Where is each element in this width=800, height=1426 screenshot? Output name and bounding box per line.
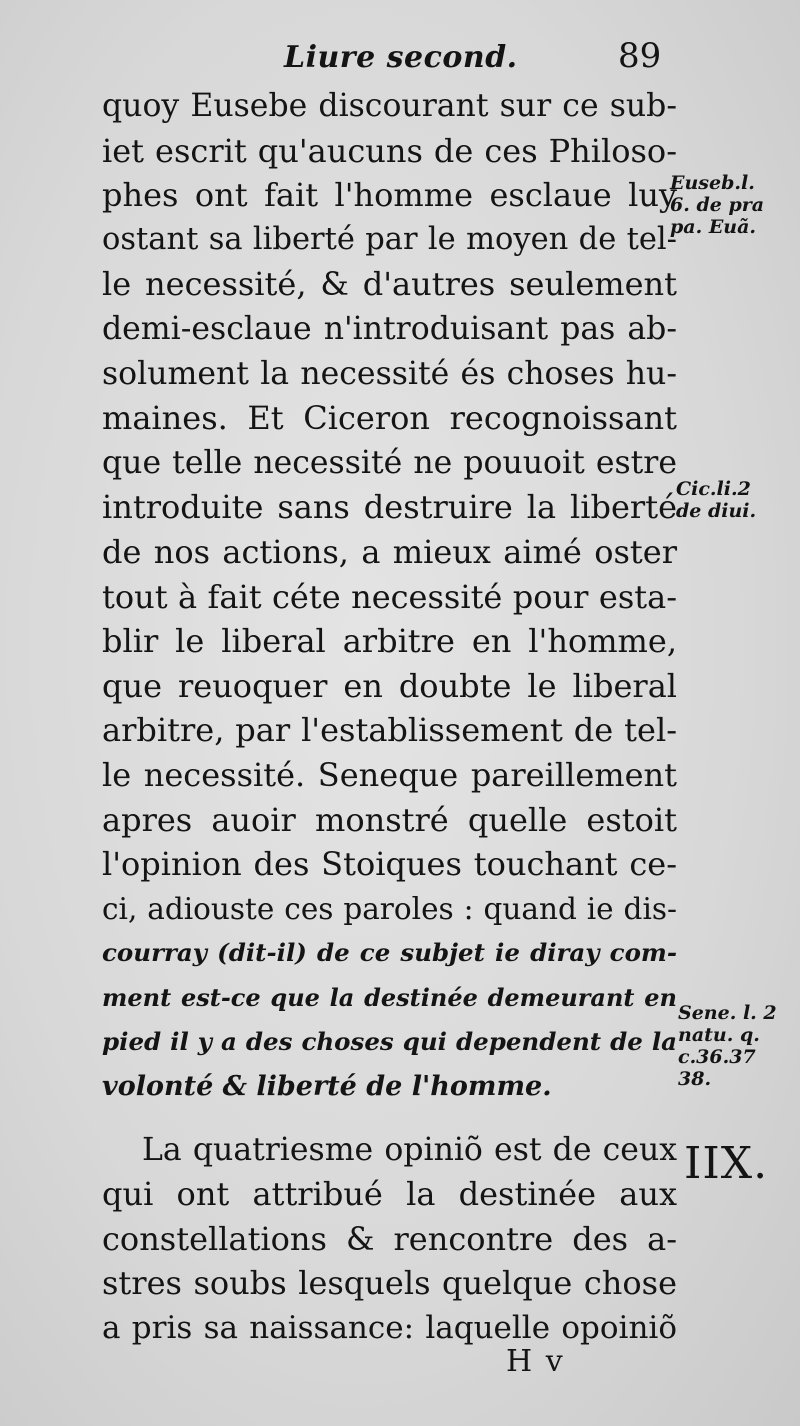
text-line: phes ont fait l'homme esclaue luy (102, 176, 677, 215)
text-line: iet escrit qu'aucuns de ces Philoso- (102, 131, 677, 170)
margin-note-seneque (678, 1002, 777, 1090)
quotation-line: pied il y a des choses qui dependent de la (102, 1027, 677, 1057)
text-line: que telle necessité ne pouuoit estre (102, 444, 677, 481)
margin-note-line: c.36.37 (678, 1046, 756, 1068)
text-line: quoy Eusebe discourant sur ce sub- (102, 88, 677, 124)
text-line: que reuoquer en doubte le liberal (102, 666, 677, 705)
text-line: tout à fait céte necessité pour esta- (102, 577, 677, 616)
margin-note-line: Cic.li.2 (676, 478, 751, 500)
text-line: ci, adiouste ces paroles : quand ie dis- (102, 891, 677, 926)
text-line: apres auoir monstré quelle estoit (102, 800, 677, 839)
margin-note-line: natu. q. (678, 1024, 760, 1046)
text-line: ostant sa liberté par le moyen de tel- (102, 221, 677, 257)
text-line: qui ont attribué la destinée aux (102, 1175, 677, 1214)
text-line: l'opinion des Stoiques touchant ce- (102, 845, 677, 884)
text-line: blir le liberal arbitre en l'homme, (102, 622, 677, 661)
paragraph-start-line: La quatriesme opiniõ est de ceux (142, 1131, 677, 1168)
margin-note-line: pa. Euã. (670, 216, 757, 238)
margin-note-eusebe (670, 172, 764, 238)
text-line: de nos actions, a mieux aimé oster (102, 532, 677, 571)
text-line: a pris sa naissance: laquelle opoiniõ (102, 1310, 677, 1347)
text-line: le necessité. Seneque pareillement (102, 755, 677, 794)
signature-mark: H v (506, 1344, 565, 1379)
text-line: constellations & rencontre des a- (102, 1219, 677, 1258)
quotation-line: volonté & liberté de l'homme. (102, 1071, 552, 1103)
margin-note-line: Sene. l. 2 (678, 1002, 777, 1024)
quotation-line: courray (dit-il) de ce subjet ie diray com- (102, 938, 677, 968)
section-number: IIX. (684, 1138, 769, 1189)
text-line: demi-esclaue n'introduisant pas ab- (102, 310, 677, 347)
margin-note-ciceron (676, 478, 756, 522)
running-title: Liure second. (284, 40, 518, 75)
text-line: le necessité, & d'autres seulement (102, 265, 677, 304)
text-line: introduite sans destruire la liberté (102, 488, 677, 527)
page-number: 89 (618, 36, 662, 76)
margin-note-line: Euseb.l. (670, 172, 755, 194)
text-line: arbitre, par l'establissement de tel- (102, 711, 677, 750)
margin-note-line: 6. de pra (670, 194, 765, 216)
margin-note-line: de diui. (676, 500, 757, 522)
text-line: solument la necessité és choses hu- (102, 355, 677, 392)
quotation-line: ment est-ce que la destinée demeurant en (102, 982, 677, 1012)
text-line: stres soubs lesquels quelque chose (102, 1264, 677, 1303)
text-line: maines. Et Ciceron recognoissant (102, 399, 677, 438)
body-text (102, 84, 677, 1351)
margin-note-line: 38. (678, 1068, 712, 1090)
